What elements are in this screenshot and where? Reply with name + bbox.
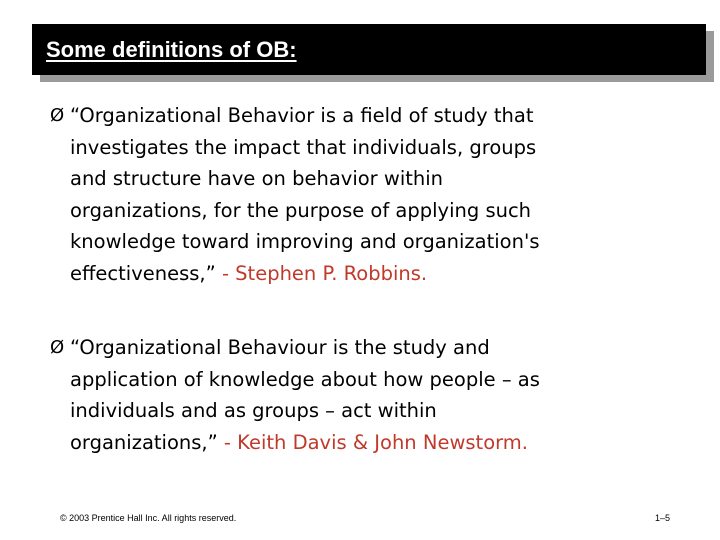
definition-line: application of knowledge about how people – as bbox=[70, 367, 540, 391]
definition-line: organizations, for the purpose of applying such bbox=[70, 198, 532, 222]
definition-last-line bbox=[70, 427, 540, 459]
arrow-bullet-icon: Ø bbox=[50, 337, 65, 358]
footer-page-number: 1–5 bbox=[654, 513, 670, 523]
definition-line: and structure have on behavior within bbox=[70, 167, 444, 190]
definition-line: knowledge toward improving and organization's bbox=[70, 230, 540, 253]
arrow-bullet-icon: Ø bbox=[50, 105, 65, 126]
definition-line: individuals and as groups – act within bbox=[70, 399, 437, 422]
definition-line: organizations,” bbox=[70, 430, 224, 454]
title-bar bbox=[32, 24, 706, 75]
author-attribution: - Keith Davis & John Newstorm. bbox=[223, 430, 528, 454]
definition-robbins bbox=[50, 100, 700, 289]
definition-line: “Organizational Behavior is a field of study that bbox=[70, 104, 534, 127]
definition-davis-newstorm bbox=[50, 332, 700, 458]
definition-line: effectiveness,” bbox=[70, 261, 222, 285]
definition-line: investigates the impact that individuals, groups bbox=[70, 135, 537, 159]
footer-copyright: © 2003 Prentice Hall Inc. All rights reserved. bbox=[60, 513, 237, 523]
definition-text bbox=[70, 332, 540, 458]
slide-title: Some definitions of OB: bbox=[46, 36, 297, 62]
definition-last-line bbox=[70, 258, 539, 290]
author-attribution: - Stephen P. Robbins. bbox=[221, 261, 428, 285]
definition-line: “Organizational Behaviour is the study and bbox=[70, 336, 490, 359]
definition-text bbox=[70, 100, 539, 289]
